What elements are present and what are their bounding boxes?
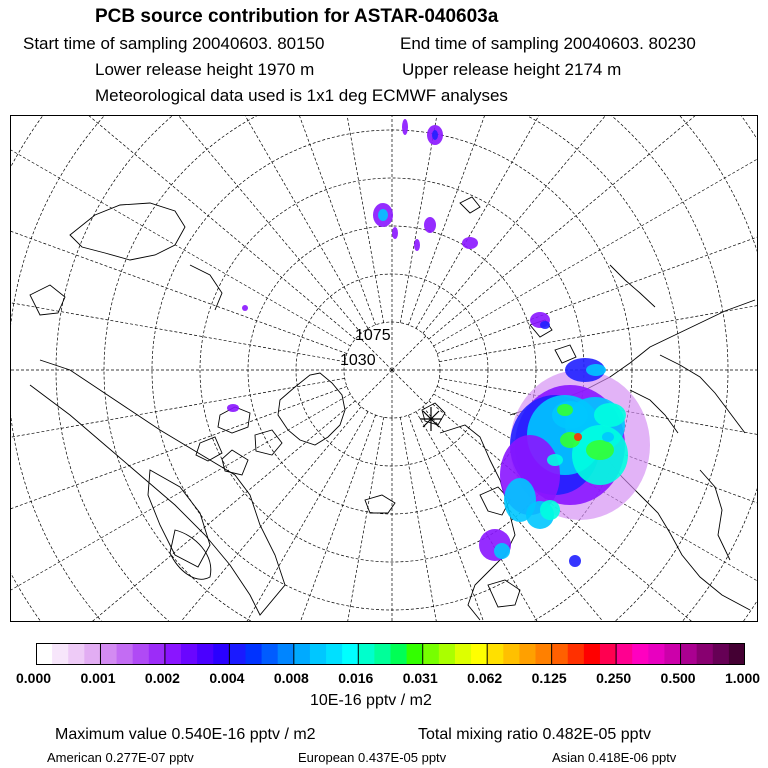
colorbar-cell bbox=[326, 643, 343, 665]
colorbar-cell bbox=[439, 643, 456, 665]
colorbar-cell bbox=[294, 643, 311, 665]
colorbar-tick-label: 1.000 bbox=[725, 670, 761, 686]
colorbar-tick-label: 0.004 bbox=[209, 670, 245, 686]
colorbar-cell bbox=[632, 643, 649, 665]
colorbar-tick-label: 0.031 bbox=[402, 670, 438, 686]
plume-patch bbox=[424, 217, 436, 233]
colorbar-cell bbox=[52, 643, 69, 665]
colorbar-cell bbox=[245, 643, 262, 665]
colorbar-cell bbox=[310, 643, 327, 665]
colorbar-tick-label: 0.125 bbox=[531, 670, 567, 686]
colorbar-cell bbox=[616, 643, 633, 665]
colorbar-tick-label: 0.250 bbox=[596, 670, 632, 686]
end-time-label: End time of sampling 20040603. 80230 bbox=[400, 34, 696, 53]
colorbar-cell bbox=[568, 643, 585, 665]
colorbar-cell bbox=[117, 643, 134, 665]
plume-patch bbox=[574, 433, 582, 441]
colorbar-cell bbox=[681, 643, 698, 665]
plume-patch bbox=[392, 227, 398, 239]
colorbar-tick-label: 0.002 bbox=[144, 670, 180, 686]
colorbar-cell bbox=[648, 643, 665, 665]
plume-patch bbox=[602, 432, 614, 442]
colorbar-tick-label: 0.016 bbox=[338, 670, 374, 686]
start-time-label: Start time of sampling 20040603. 80150 bbox=[23, 34, 325, 53]
colorbar-cell bbox=[68, 643, 85, 665]
colorbar-cell bbox=[229, 643, 246, 665]
colorbar-cell bbox=[471, 643, 488, 665]
total-mixing-ratio: Total mixing ratio 0.482E-05 pptv bbox=[418, 726, 652, 743]
plume-patch bbox=[540, 321, 550, 329]
colorbar-tick-label: 0.008 bbox=[273, 670, 309, 686]
plume-patch bbox=[569, 555, 581, 567]
center-label-1: 1075 bbox=[355, 327, 391, 344]
colorbar-cell bbox=[100, 643, 117, 665]
colorbar-cell bbox=[713, 643, 730, 665]
colorbar-cell bbox=[149, 643, 166, 665]
plume-patch bbox=[557, 404, 573, 416]
colorbar-cell bbox=[278, 643, 295, 665]
plume-patch bbox=[586, 440, 614, 460]
colorbar-cell bbox=[391, 643, 408, 665]
colorbar-cell bbox=[503, 643, 520, 665]
colorbar-cell bbox=[342, 643, 359, 665]
colorbar-units: 10E-16 pptv / m2 bbox=[310, 692, 432, 709]
colorbar-tick-label: 0.000 bbox=[16, 670, 52, 686]
colorbar-cell bbox=[213, 643, 230, 665]
maximum-value: Maximum value 0.540E-16 pptv / m2 bbox=[55, 726, 316, 743]
colorbar-cell bbox=[600, 643, 617, 665]
colorbar-cell bbox=[36, 643, 53, 665]
colorbar-cell bbox=[584, 643, 601, 665]
plot-title: PCB source contribution for ASTAR-040603a bbox=[95, 6, 499, 27]
lower-release-label: Lower release height 1970 m bbox=[95, 60, 315, 79]
plume-patch bbox=[540, 500, 560, 520]
colorbar-tick-label: 0.062 bbox=[467, 670, 503, 686]
plume-patch bbox=[462, 237, 478, 249]
polar-map bbox=[10, 115, 758, 622]
colorbar-tick-label: 0.500 bbox=[660, 670, 696, 686]
colorbar-cell bbox=[423, 643, 440, 665]
colorbar-cell bbox=[487, 643, 504, 665]
colorbar-cell bbox=[552, 643, 569, 665]
plume-patch bbox=[586, 364, 606, 376]
colorbar-cell bbox=[197, 643, 214, 665]
asian-contribution: Asian 0.418E-06 pptv bbox=[552, 750, 677, 765]
colorbar-cell bbox=[455, 643, 472, 665]
upper-release-label: Upper release height 2174 m bbox=[402, 60, 622, 79]
colorbar-tick-label: 0.001 bbox=[80, 670, 116, 686]
european-contribution: European 0.437E-05 pptv bbox=[298, 750, 447, 765]
colorbar-cell bbox=[729, 643, 745, 665]
american-contribution: American 0.277E-07 pptv bbox=[47, 750, 194, 765]
met-data-label: Meteorological data used is 1x1 deg ECMWF analyses bbox=[95, 86, 508, 105]
colorbar-cell bbox=[697, 643, 714, 665]
plume-patch bbox=[432, 130, 438, 140]
colorbar-cell bbox=[165, 643, 182, 665]
plume-patch bbox=[378, 209, 388, 221]
colorbar-cell bbox=[181, 643, 198, 665]
plume-patch bbox=[414, 239, 420, 251]
colorbar-cell bbox=[407, 643, 424, 665]
plume-patch bbox=[494, 543, 510, 559]
colorbar-cell bbox=[133, 643, 150, 665]
plume-patch bbox=[227, 404, 239, 412]
colorbar bbox=[36, 643, 745, 665]
colorbar-cell bbox=[358, 643, 375, 665]
plume-patch bbox=[594, 403, 626, 427]
map-frame bbox=[11, 116, 758, 622]
colorbar-cell bbox=[519, 643, 536, 665]
plume-patch bbox=[552, 401, 588, 429]
plume-patch bbox=[242, 305, 248, 311]
plume-patch bbox=[547, 454, 563, 466]
plume-patch bbox=[402, 119, 408, 135]
colorbar-cell bbox=[262, 643, 279, 665]
colorbar-cell bbox=[664, 643, 681, 665]
colorbar-cell bbox=[84, 643, 101, 665]
center-label-2: 1030 bbox=[340, 352, 376, 369]
colorbar-cell bbox=[536, 643, 553, 665]
colorbar-cell bbox=[374, 643, 391, 665]
